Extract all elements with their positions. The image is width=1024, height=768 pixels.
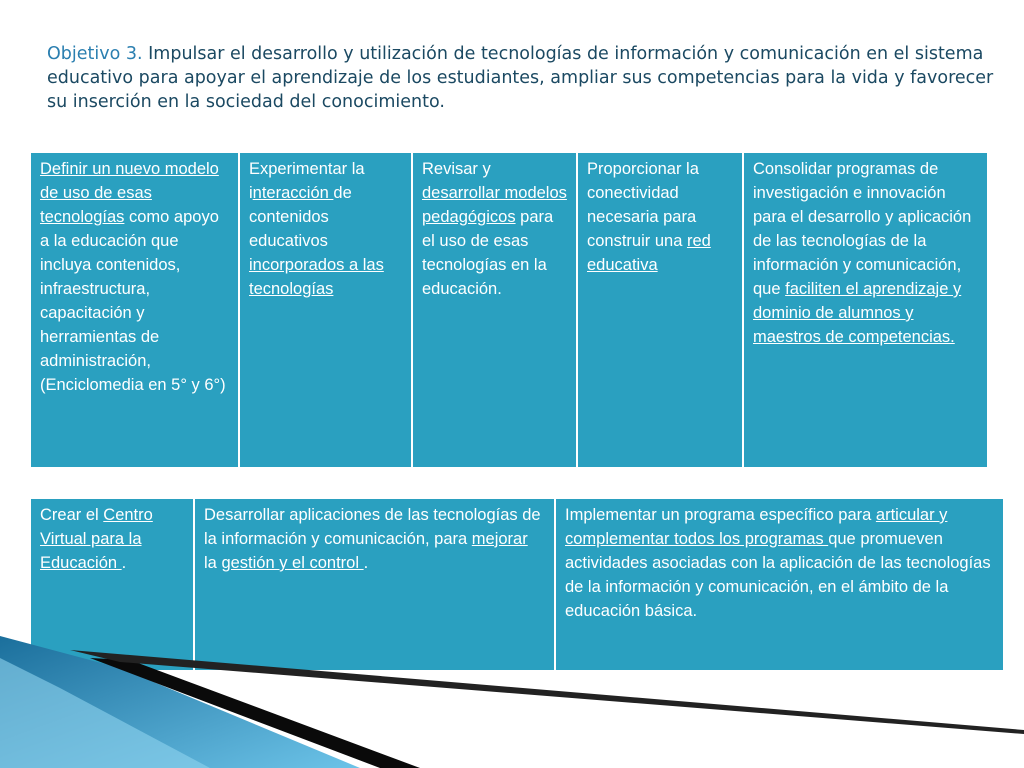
cell-link: Definir un nuevo modelo de uso de esas tecnologías xyxy=(40,160,219,226)
cell-link: incorporados a las tecnologías xyxy=(249,256,384,298)
slide-title xyxy=(47,42,997,114)
cell-text: la xyxy=(204,554,222,572)
cell-link: red educativa xyxy=(587,232,711,274)
table-cell-define-model xyxy=(30,152,239,468)
title-lead: Objetivo 3. xyxy=(47,44,143,64)
cell-text: Experimentar la i xyxy=(249,160,365,202)
table-cell-consolidate xyxy=(743,152,988,468)
cell-text: que promueven actividades asociadas con la aplicación de las tecnologías de la información y comunicación, en el ámbito de la educación básica. xyxy=(565,530,991,620)
objectives-table-top xyxy=(29,151,989,469)
cell-text: Consolidar programas de investigación e innovación para el desarrollo y aplicación de las tecnologías de la información y comunicación, que xyxy=(753,160,972,298)
cell-text: Revisar y xyxy=(422,160,491,178)
cell-link: articular y complementar todos los programas xyxy=(565,506,948,548)
title-text: Impulsar el desarrollo y utilización de tecnologías de información y comunicación en el sistema educativo para apoyar el aprendizaje de los estudiantes, ampliar sus competencias para la vida y favorecer su inserción en la sociedad del conocimiento. xyxy=(47,44,994,112)
cell-link: faciliten el aprendizaje y dominio de alumnos y maestros de competencias. xyxy=(753,280,962,346)
cell-link: gestión y el control xyxy=(221,554,364,572)
table-cell-experiment xyxy=(239,152,412,468)
cell-text: Proporcionar la conectividad necesaria para construir una xyxy=(587,160,699,250)
cell-text: para el uso de esas tecnologías en la educación. xyxy=(422,208,554,298)
decorative-ribbon xyxy=(0,628,1024,768)
cell-text: Implementar un programa específico para xyxy=(565,506,876,524)
cell-text: Crear el xyxy=(40,506,104,524)
table-cell-connectivity xyxy=(577,152,743,468)
cell-text: . xyxy=(121,554,127,572)
table-row xyxy=(30,152,988,468)
cell-link: nteracción xyxy=(252,184,334,202)
table-cell-review-models xyxy=(412,152,577,468)
cell-link: Centro Virtual para la Educación xyxy=(40,506,153,572)
cell-link: mejorar xyxy=(471,530,528,548)
cell-text: Desarrollar aplicaciones de las tecnologías de la información y comunicación, para xyxy=(204,506,541,548)
cell-text: como apoyo a la educación que incluya contenidos, infraestructura, capacitación y herramientas de administración, (Enciclomedia en 5° y 6°) xyxy=(40,208,226,394)
cell-text: . xyxy=(363,554,369,572)
cell-text: de contenidos educativos xyxy=(249,184,352,250)
cell-link: desarrollar modelos pedagógicos xyxy=(422,184,567,226)
